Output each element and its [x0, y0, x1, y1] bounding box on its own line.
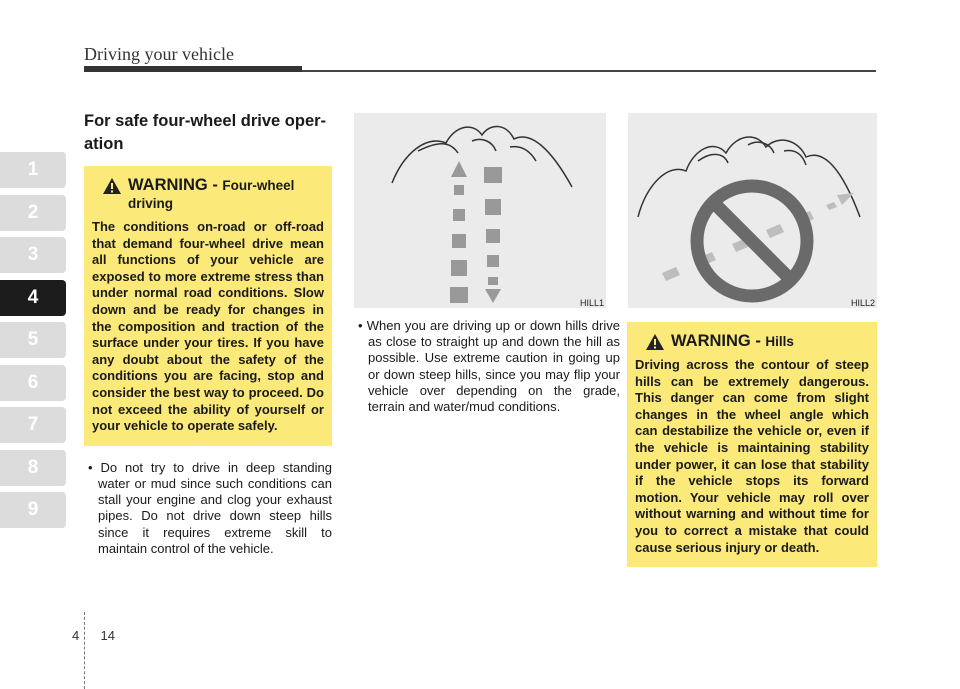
right-column [627, 322, 877, 567]
chapter-tab-7[interactable]: 7 [0, 407, 66, 443]
image-label-hill2: HILL2 [850, 298, 875, 308]
illustration-hill1 [354, 113, 606, 308]
warning-subject: Hills [765, 334, 794, 349]
warning-label: WARNING - [128, 176, 223, 194]
chapter-tab-1[interactable]: 1 [0, 152, 66, 188]
illustration-hill2 [628, 113, 877, 308]
page-number [72, 628, 115, 643]
warning-subject: Four-wheel driving [128, 178, 295, 211]
footer-page: 14 [100, 628, 115, 643]
left-column [84, 110, 332, 557]
section-title: For safe four-wheel drive oper-ation [84, 112, 327, 153]
warning-heading-hills [635, 332, 869, 351]
chapter-tab-5[interactable]: 5 [0, 322, 66, 358]
warning-triangle-icon [645, 333, 665, 351]
chapter-tab-6[interactable]: 6 [0, 365, 66, 401]
image-label-hill1: HILL1 [579, 298, 604, 308]
chapter-tab-3[interactable]: 3 [0, 237, 66, 273]
warning-body-hills: Driving across the contour of steep hills can be extremely dangerous. This danger can come from slight changes in the wheel angle which can destabilize the vehicle or, even if the vehicle is maintaining stability under power, it can lose that stability if the vehicle stops its forward motion. Your vehicle may roll over without warning and without time for you to correct a mistake that could cause serious injury or death. [635, 357, 869, 555]
hill-straight-path-illustration [354, 113, 606, 308]
chapter-tab-9[interactable]: 9 [0, 492, 66, 528]
warning-label: WARNING - [671, 332, 766, 350]
bullet-hills-text: When you are driving up or down hills drive as close to straight up and down the hill as possible. Use extreme caution in going up or down steep hills, since you may flip your vehicle over depending on the grade, terrain and water/mud conditions. [366, 318, 620, 415]
warning-box-hills [627, 322, 877, 567]
chapter-tab-2[interactable]: 2 [0, 195, 66, 231]
bullet-hills: • When you are driving up or down hills drive as close to straight up and down the hill as possible. Use extreme caution in going up or down steep hills, since you may flip your vehicle over depending on the grade, terrain and water/mud conditions. [358, 318, 620, 415]
footer-divider [84, 612, 85, 689]
hill-across-prohibited-illustration [628, 113, 877, 308]
warning-box-four-wheel-driving [84, 166, 332, 446]
warning-triangle-icon [102, 177, 122, 195]
footer-chapter: 4 [72, 628, 80, 643]
chapter-tab-4[interactable]: 4 [0, 280, 66, 316]
header-rule-thick [84, 66, 302, 72]
chapter-tabs [0, 152, 68, 535]
chapter-tab-8[interactable]: 8 [0, 450, 66, 486]
bullet-deep-water: • Do not try to drive in deep standing water or mud since such conditions can stall your engine and clog your exhaust pipes. Do not drive down steep hills since it requires extreme skill to maintain control of the vehicle. [88, 459, 333, 556]
bullet-deep-water-text: Do not try to drive in deep standing water or mud since such conditions can stall your engine and clog your exhaust pipes. Do not drive down steep hills since it requires extreme skill to maintain control of the vehicle. [98, 459, 333, 556]
warning-body: The conditions on-road or off-road that demand four-wheel drive mean all functions of your vehicle are exposed to more extreme stress than under normal road conditions. Slow down and be ready for changes in the composition and traction of the surface under your tires. If you have any doubt about the safety of the conditions you are facing, stop and consider the best way to proceed. Do not exceed the ability of yourself or your vehicle to operate safely. [92, 219, 324, 434]
warning-heading [92, 176, 324, 213]
page-header-title: Driving your vehicle [84, 44, 234, 64]
header-rule-thin [302, 70, 876, 72]
